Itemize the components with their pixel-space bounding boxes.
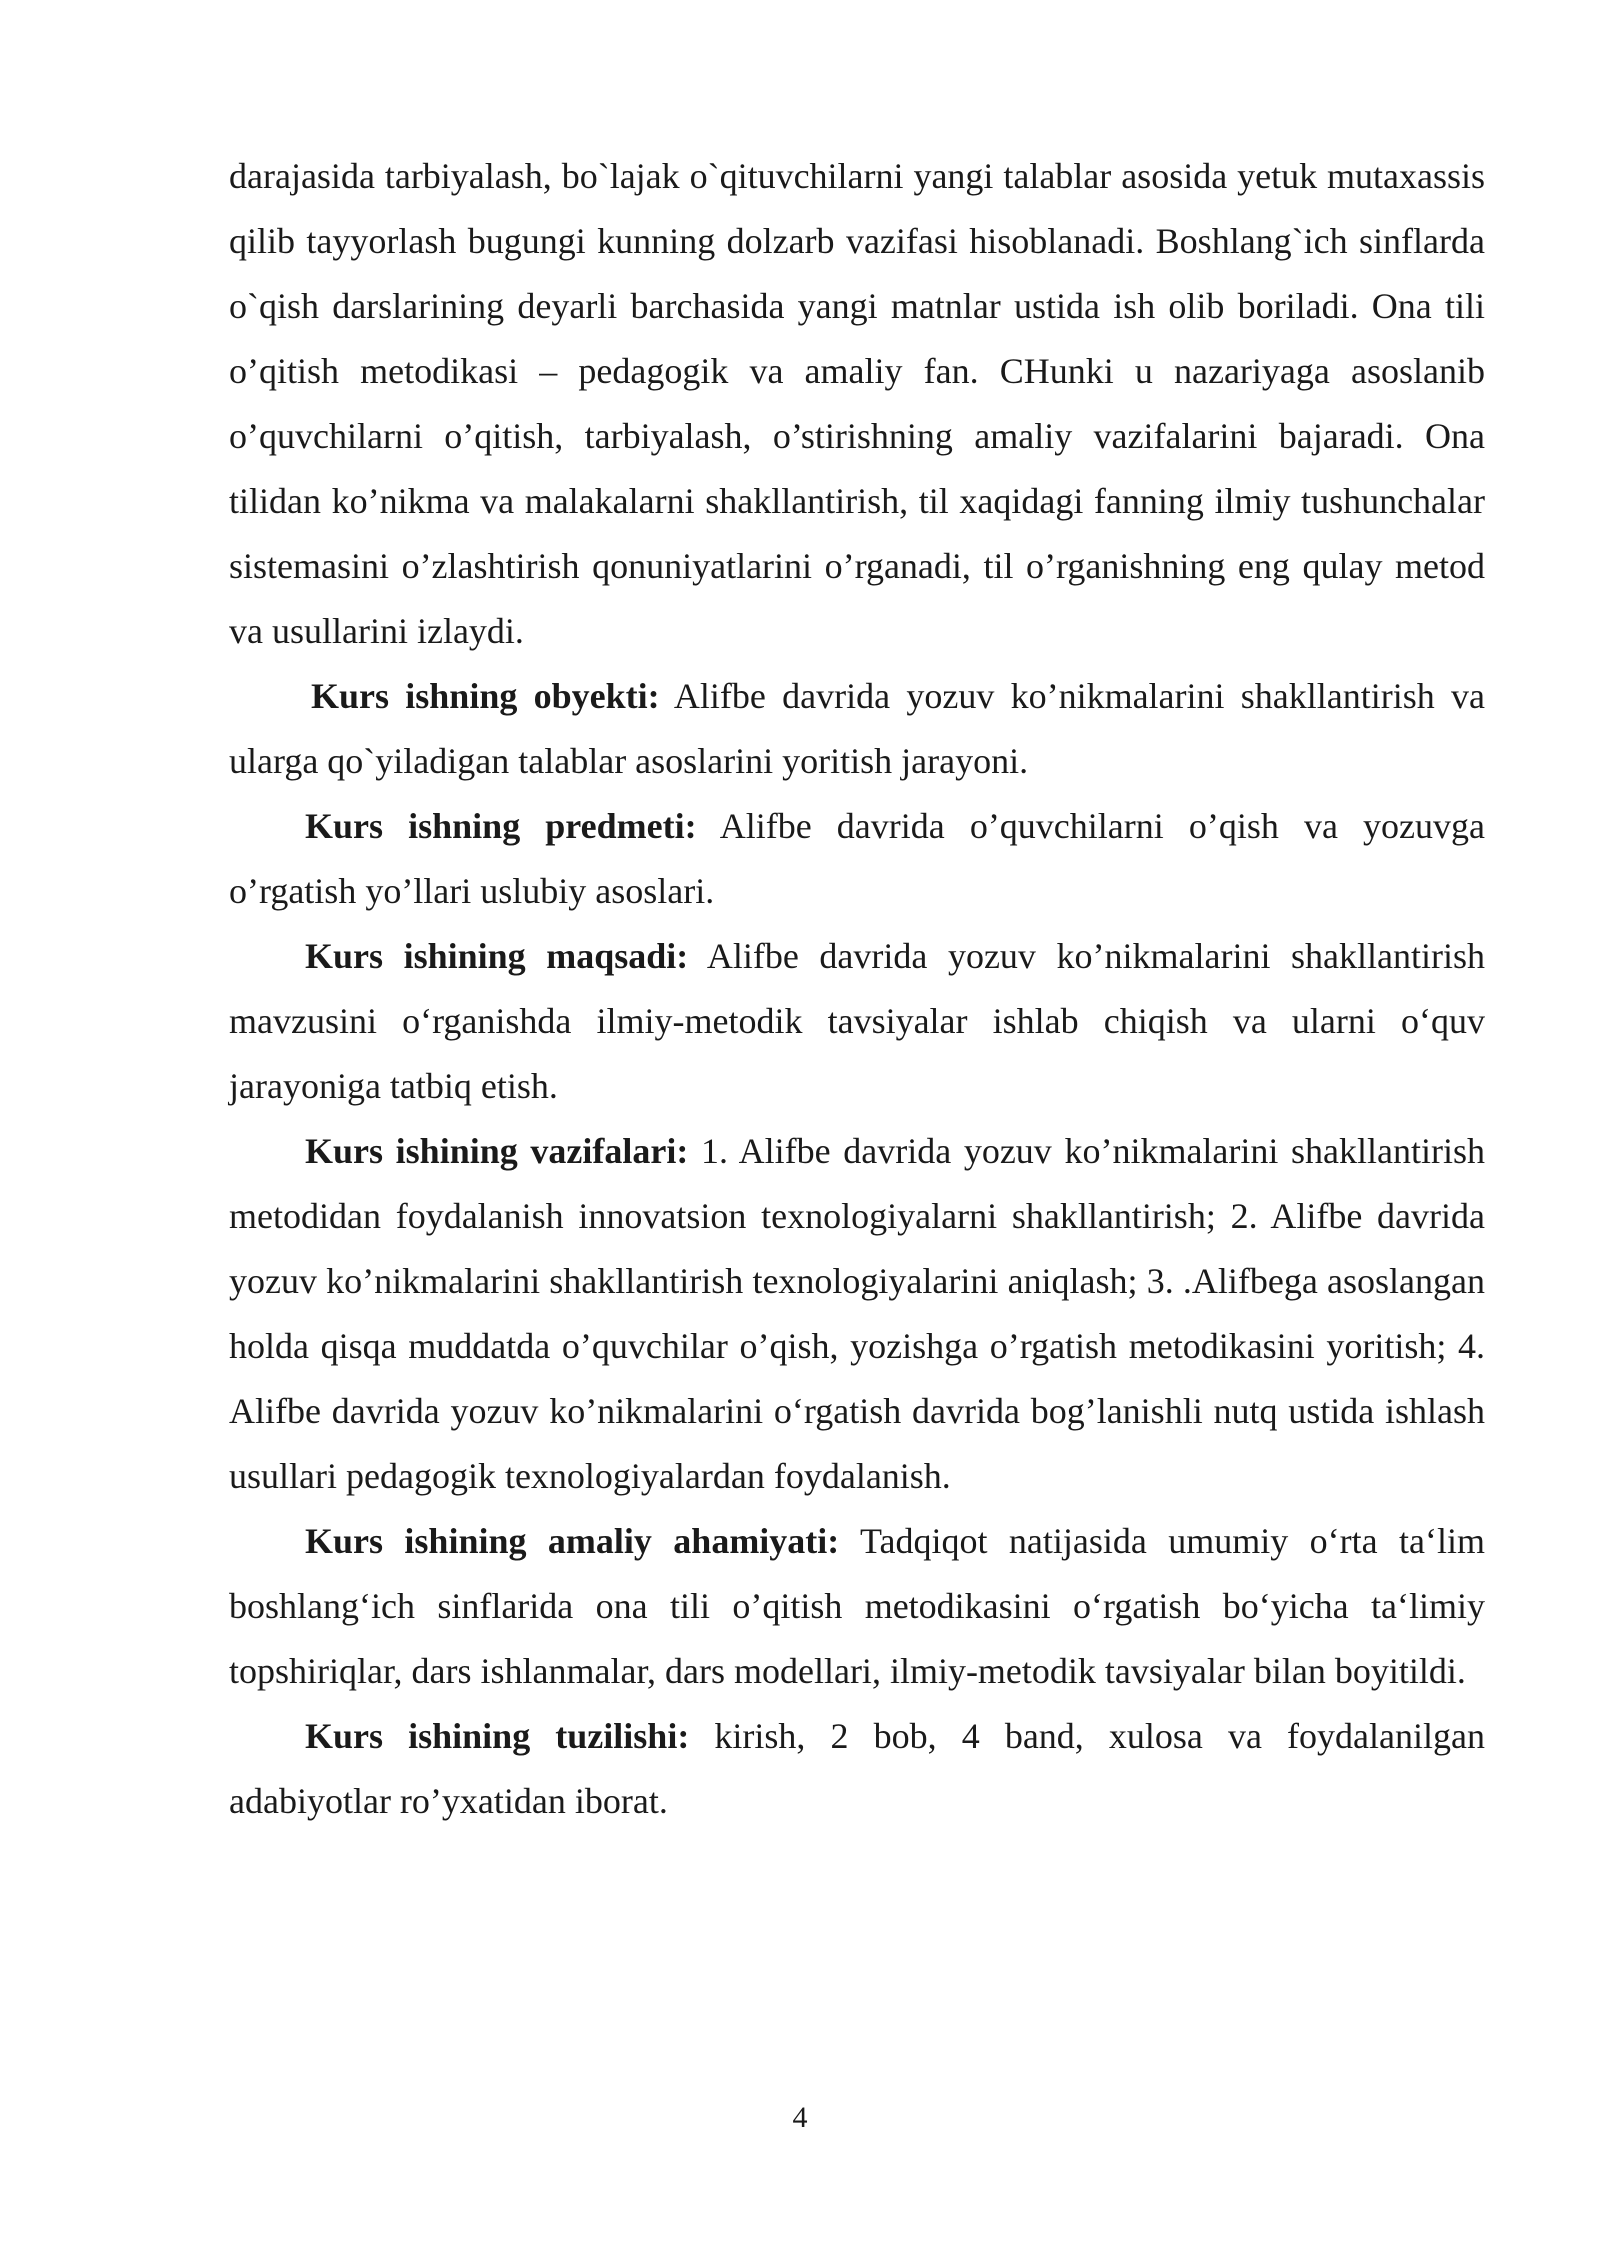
section-subject-label: Kurs ishning predmeti: <box>305 806 697 846</box>
section-subject-text: Alifbe davrida o’quvchilarni o’qish va yozuvga o’rgatish yo’llari uslubiy asoslari. <box>229 806 1485 911</box>
page-number: 4 <box>792 2101 808 2134</box>
section-object-text: Alifbe davrida yozuv ko’nikmalarini shakllantirish va ularga qo`yiladigan talablar asoslarini yoritish jarayoni. <box>229 676 1485 781</box>
section-tasks-label: Kurs ishining vazifalari: <box>305 1131 689 1171</box>
section-goal-text: Alifbe davrida yozuv ko’nikmalarini shakllantirish mavzusini o‘rganishda ilmiy-metodik tavsiyalar ishlab chiqish va ularni o‘quv jarayoniga tatbiq etish. <box>229 936 1485 1106</box>
section-tasks <box>229 1119 1485 1509</box>
section-structure-text: kirish, 2 bob, 4 band, xulosa va foydalanilgan adabiyotlar ro’yxatidan iborat. <box>229 1716 1485 1821</box>
section-tasks-text: 1. Alifbe davrida yozuv ko’nikmalarini shakllantirish metodidan foydalanish innovatsion texnologiyalarni shakllantirish; 2. Alifbe davrida yozuv ko’nikmalarini shakllantirish texnologiyalarini aniqlash; 3. .Alifbega asoslangan holda qisqa muddatda o’quvchilar o’qish, yozishga o’rgatish metodikasini yoritish; 4. Alifbe davrida yozuv ko’nikmalarini o‘rgatish davrida bog’lanishli nutq ustida ishlash usullari pedagogik texnologiyalardan foydalanish. <box>229 1131 1486 1496</box>
section-practical-significance <box>229 1509 1485 1704</box>
section-goal-label: Kurs ishining maqsadi: <box>305 936 689 976</box>
section-subject <box>229 794 1485 924</box>
section-practical-significance-label: Kurs ishining amaliy ahamiyati: <box>305 1521 840 1561</box>
document-body <box>229 144 1485 1834</box>
section-goal <box>229 924 1485 1119</box>
section-structure-label: Kurs ishining tuzilishi: <box>305 1716 690 1756</box>
section-object-label: Kurs ishning obyekti: <box>311 676 660 716</box>
intro-paragraph: darajasida tarbiyalash, bo`lajak o`qituvchilarni yangi talablar asosida yetuk mutaxassis qilib tayyorlash bugungi kunning dolzarb vazifasi hisoblanadi. Boshlang`ich sinflarda o`qish darslarining deyarli barchasida yangi matnlar ustida ish olib boriladi. Ona tili o’qitish metodikasi – pedagogik va amaliy fan. CHunki u nazariyaga asoslanib o’quvchilarni o’qitish, tarbiyalash, o’stirishning amaliy vazifalarini bajaradi. Ona tilidan ko’nikma va malakalarni shakllantirish, til xaqidagi fanning ilmiy tushunchalar sistemasini o’zlashtirish qonuniyatlarini o’rganadi, til o’rganishning eng qulay metod va usullarini izlaydi. <box>229 156 1485 651</box>
section-structure <box>229 1704 1485 1834</box>
section-object <box>229 664 1485 794</box>
section-practical-significance-text: Tadqiqot natijasida umumiy o‘rta ta‘lim boshlang‘ich sinflarida ona tili o’qitish metodikasini o‘rgatish bo‘yicha ta‘limiy topshiriqlar, dars ishlanmalar, dars modellari, ilmiy-metodik tavsiyalar bilan boyitildi. <box>229 1521 1485 1691</box>
